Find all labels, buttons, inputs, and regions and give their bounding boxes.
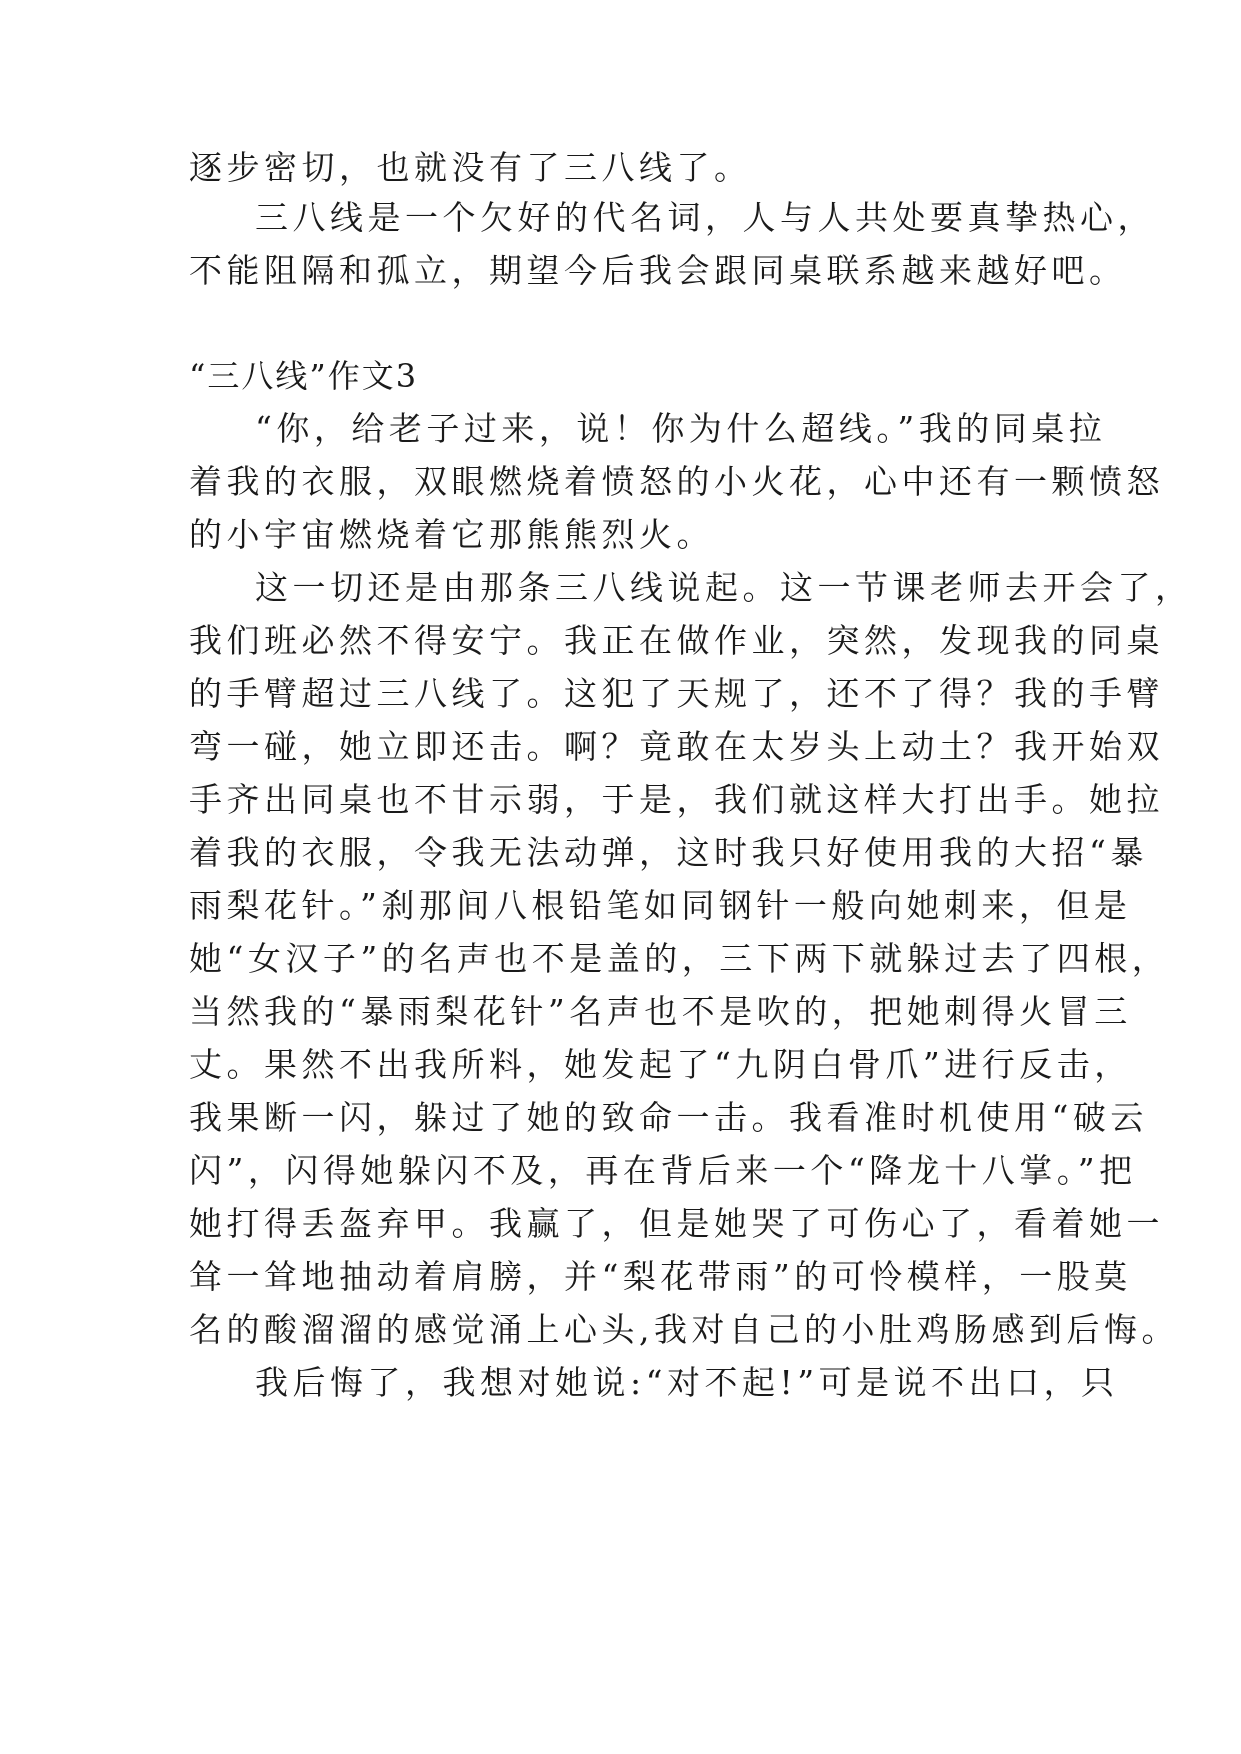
paragraph-line: 雨梨花针。”刹那间八根铅笔如同钢针一般向她刺来，但是 — [189, 886, 1132, 925]
paragraph-line: 名的酸溜溜的感觉涌上心头,我对自己的小肚鸡肠感到后悔。 — [189, 1310, 1179, 1349]
paragraph-line: 三八线是一个欠好的代名词，人与人共处要真挚热心， — [255, 198, 1155, 237]
paragraph-line: 不能阻隔和孤立，期望今后我会跟同桌联系越来越好吧。 — [189, 251, 1127, 290]
paragraph-line: 手齐出同桌也不甘示弱，于是，我们就这样大打出手。她拉 — [189, 780, 1164, 819]
paragraph-line: 逐步密切，也就没有了三八线了。 — [189, 148, 752, 187]
paragraph-line: 着我的衣服，双眼燃烧着愤怒的小火花，心中还有一颗愤怒 — [189, 462, 1164, 501]
paragraph-line: 闪”，闪得她躲闪不及，再在背后来一个“降龙十八掌。”把 — [189, 1151, 1137, 1190]
paragraph-line: 她打得丢盔弃甲。我赢了，但是她哭了可伤心了，看着她一 — [189, 1204, 1164, 1243]
paragraph-line: 丈。果然不出我所料，她发起了“九阴白骨爪”进行反击， — [189, 1045, 1132, 1084]
paragraph-line: 弯一碰，她立即还击。啊？竟敢在太岁头上动土？我开始双 — [189, 727, 1164, 766]
paragraph-line: 耸一耸地抽动着肩膀，并“梨花带雨”的可怜模样，一股莫 — [189, 1257, 1132, 1296]
paragraph-line: 的小宇宙燃烧着它那熊熊烈火。 — [189, 515, 714, 554]
paragraph-line: 我们班必然不得安宁。我正在做作业，突然，发现我的同桌 — [189, 621, 1164, 660]
paragraph-line: “你，给老子过来，说！你为什么超线。”我的同桌拉 — [255, 409, 1107, 448]
paragraph-line: 我果断一闪，躲过了她的致命一击。我看准时机使用“破云 — [189, 1098, 1148, 1137]
paragraph-line: 我后悔了，我想对她说:“对不起!”可是说不出口，只 — [255, 1363, 1119, 1402]
section-heading: “三八线”作文3 — [189, 357, 419, 395]
paragraph-line: 当然我的“暴雨梨花针”名声也不是吹的，把她刺得火冒三 — [189, 992, 1132, 1031]
paragraph-line: 着我的衣服，令我无法动弹，这时我只好使用我的大招“暴 — [189, 833, 1148, 872]
paragraph-line: 她“女汉子”的名声也不是盖的，三下两下就躲过去了四根， — [189, 939, 1170, 978]
paragraph-line: 这一切还是由那条三八线说起。这一节课老师去开会了， — [255, 568, 1193, 607]
paragraph-line: 的手臂超过三八线了。这犯了天规了，还不了得？我的手臂 — [189, 674, 1164, 713]
